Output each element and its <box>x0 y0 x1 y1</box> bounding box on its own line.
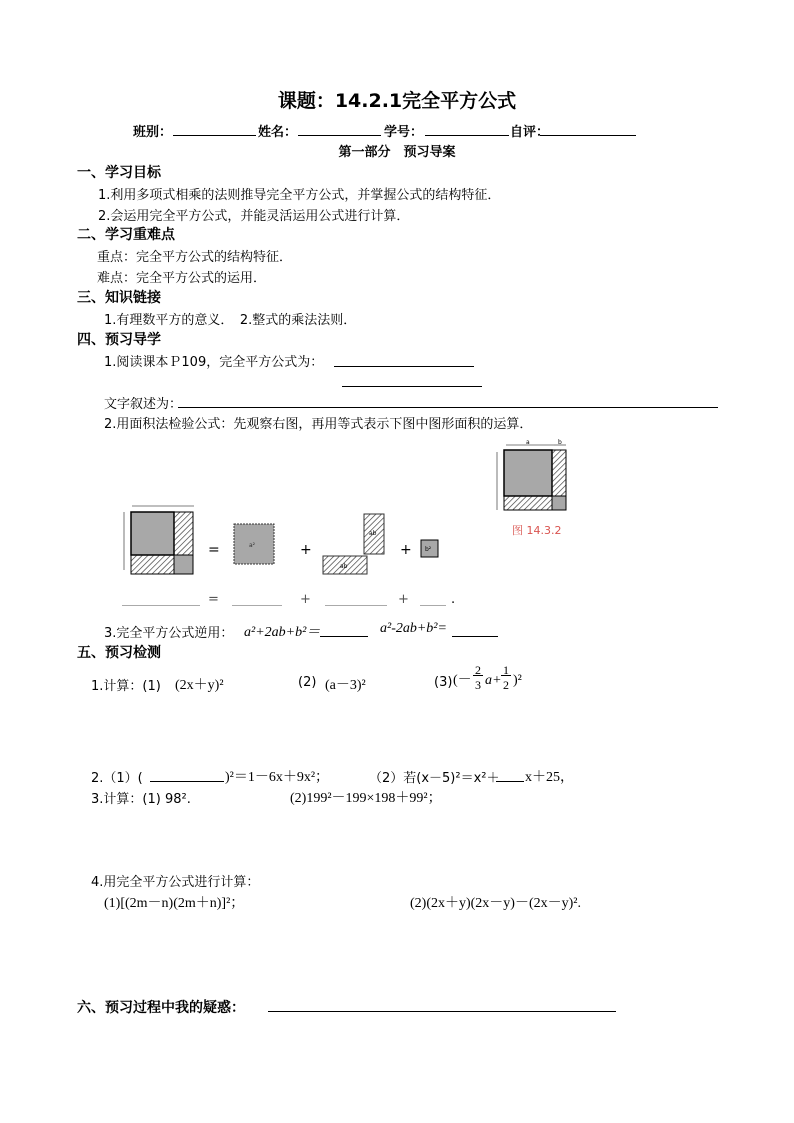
test-q2-b-label: （2）若(x－5)²＝x²＋ <box>369 771 500 786</box>
id-field[interactable] <box>425 135 509 136</box>
test-q4-b: (2)(2x＋y)(2x－y)－(2x－y)². <box>410 896 581 911</box>
preview-q2: 2.用面积法检验公式：先观察右图，再用等式表示下图中图形面积的运算． <box>104 417 533 432</box>
id-label: 学号： <box>384 125 424 140</box>
name-field[interactable] <box>298 135 381 136</box>
plus-sign: + <box>300 542 312 558</box>
label-b-squared: b² <box>425 546 432 553</box>
text-description-blank[interactable] <box>178 407 718 408</box>
section-heading-links: 三、知识链接 <box>77 290 161 306</box>
label-ab: ab <box>369 530 377 537</box>
test-q1-label: 1.计算：(1) <box>91 679 161 694</box>
name-label: 姓名： <box>258 125 298 140</box>
plus-sign: + <box>398 592 409 607</box>
goal-item: 1.利用多项式相乘的法则推导完全平方公式，并掌握公式的结构特征． <box>98 188 501 203</box>
preview-q1-text: 文字叙述为： <box>104 397 183 412</box>
section-heading-doubts: 六、预习过程中我的疑惑： <box>77 1000 245 1016</box>
section-heading-goals: 一、学习目标 <box>77 165 161 181</box>
test-q3-label: 3.计算：(1) 98². <box>91 792 191 807</box>
label-a: a <box>526 439 530 446</box>
formula-blank-2[interactable] <box>342 386 482 387</box>
preview-q3: 3.完全平方公式逆用： <box>104 626 234 641</box>
label-ab: ab <box>340 563 348 570</box>
equals-sign: = <box>208 542 220 558</box>
section-heading-preview: 四、预习导学 <box>77 332 161 348</box>
area-equation-figure <box>118 500 458 590</box>
test-q1-a: (2x＋y)² <box>175 678 224 693</box>
preview-q1: 1.阅读课本Ｐ109，完全平方公式为： <box>104 355 324 370</box>
doubts-blank[interactable] <box>268 1011 616 1012</box>
test-q2-blank-b[interactable] <box>496 781 524 782</box>
test-q2-b-rest: x＋25， <box>525 770 574 785</box>
formula-blank-1[interactable] <box>334 366 474 367</box>
keypoint-item: 重点：完全平方公式的结构特征． <box>97 250 293 265</box>
section-heading-test: 五、预习检测 <box>77 645 161 661</box>
test-q1-c-label: (3) <box>434 675 453 690</box>
period: . <box>451 592 456 607</box>
plus-sign: + <box>400 542 412 558</box>
plus-sign: + <box>300 592 311 607</box>
label-a-squared: a² <box>249 542 256 549</box>
area-blank-2[interactable] <box>232 605 282 606</box>
test-q1-b: (a－3)² <box>325 678 366 693</box>
q3-expression-1: a²+2ab+b²＝ <box>244 625 321 640</box>
figure-caption: 图 14.3.2 <box>512 524 562 537</box>
test-q3-b: (2)199²－199×198＋99²； <box>290 791 442 806</box>
area-blank-3[interactable] <box>325 605 387 606</box>
page-title: 课题：14.2.1完全平方公式 <box>277 90 517 112</box>
keypoint-item: 难点：完全平方公式的运用． <box>97 271 267 286</box>
section-heading-keypoints: 二、学习重难点 <box>77 227 175 243</box>
q3-blank-1[interactable] <box>320 636 368 637</box>
test-q2-a-rest: )²＝1－6x＋9x²； <box>225 770 330 785</box>
area-figure-reference <box>488 438 578 548</box>
eval-label: 自评： <box>510 125 550 140</box>
part-title: 第一部分 预习导案 <box>338 145 456 160</box>
equals-sign: = <box>208 592 219 607</box>
area-blank-1[interactable] <box>122 605 200 606</box>
q3-blank-2[interactable] <box>452 636 498 637</box>
label-b: b <box>558 439 562 446</box>
test-q2-label: 2.（1）( <box>91 771 143 786</box>
class-label: 班别： <box>133 125 173 140</box>
class-field[interactable] <box>173 135 256 136</box>
area-blank-4[interactable] <box>420 605 446 606</box>
test-q4-label: 4.用完全平方公式进行计算： <box>91 875 260 890</box>
test-q2-blank-a[interactable] <box>150 781 224 782</box>
eval-field[interactable] <box>540 135 636 136</box>
goal-item: 2.会运用完全平方公式，并能灵活运用公式进行计算． <box>98 209 410 224</box>
q3-expression-2: a²-2ab+b²= <box>380 621 447 636</box>
test-q4-a: (1)[(2m－n)(2m＋n)]²； <box>104 896 245 911</box>
link-item: 1.有理数平方的意义． 2.整式的乘法法则． <box>104 313 357 328</box>
test-q1-b-label: (2) <box>298 675 317 690</box>
